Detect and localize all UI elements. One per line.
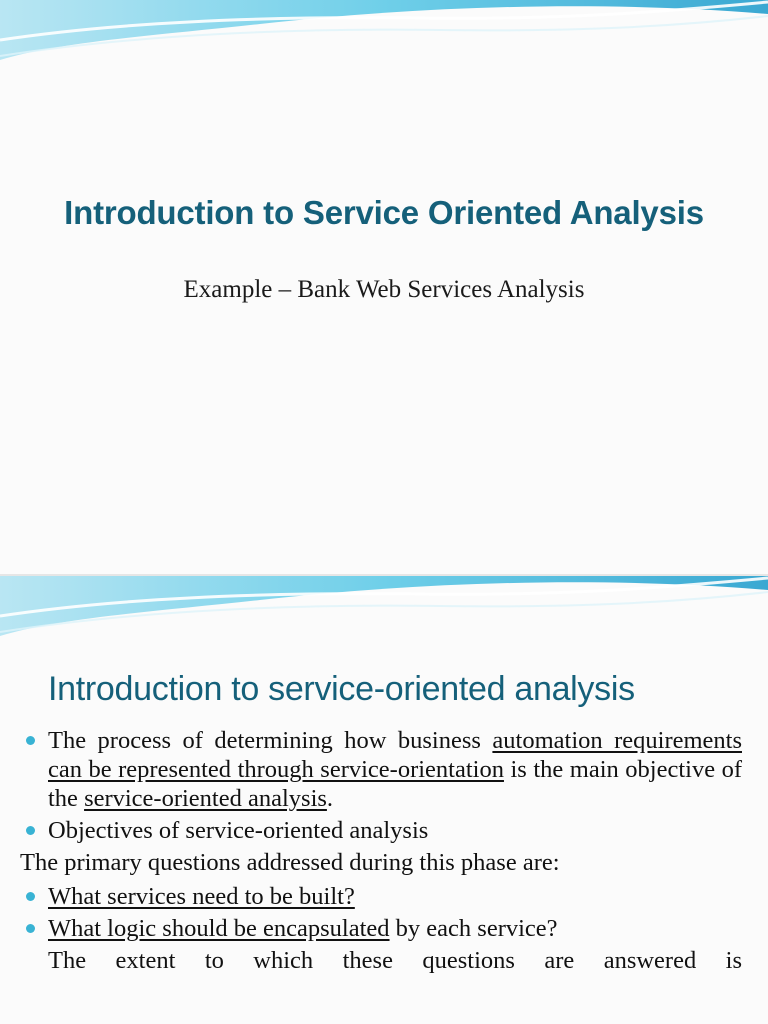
- bullet-item: [20, 882, 742, 911]
- bullet-item: Objectives of service-oriented analysis: [20, 816, 742, 845]
- underlined-term: What services need to be built?: [48, 883, 355, 910]
- paragraph: The extent to which these questions are answered is: [48, 947, 742, 974]
- bullet-item: The process of determining how business automation requirements can be represented through service-orientation is the main objective of the service-oriented analysis.: [20, 726, 742, 813]
- bullet-icon: [26, 892, 35, 901]
- slide-body: [20, 726, 742, 975]
- underlined-term: service-oriented analysis: [84, 785, 327, 812]
- underlined-term: What logic should be encapsulated: [48, 915, 390, 942]
- slide-subtitle: Example – Bank Web Services Analysis: [183, 276, 585, 303]
- wave-banner: [0, 576, 768, 646]
- bullet-icon: [26, 924, 35, 933]
- bullet-item: What logic should be encapsulated by each service?: [20, 914, 742, 943]
- bullet-icon: [26, 826, 35, 835]
- slide-title: Introduction to service-oriented analysis: [48, 670, 635, 708]
- bullet-icon: [26, 736, 35, 745]
- content-slide: [0, 576, 768, 1024]
- slide-title: Introduction to Service Oriented Analysis: [64, 194, 704, 231]
- underlined-term: automation requirements can be represented through service-orientation: [48, 727, 742, 783]
- paragraph: The primary questions addressed during this phase are:: [20, 849, 560, 876]
- wave-banner: [0, 0, 768, 70]
